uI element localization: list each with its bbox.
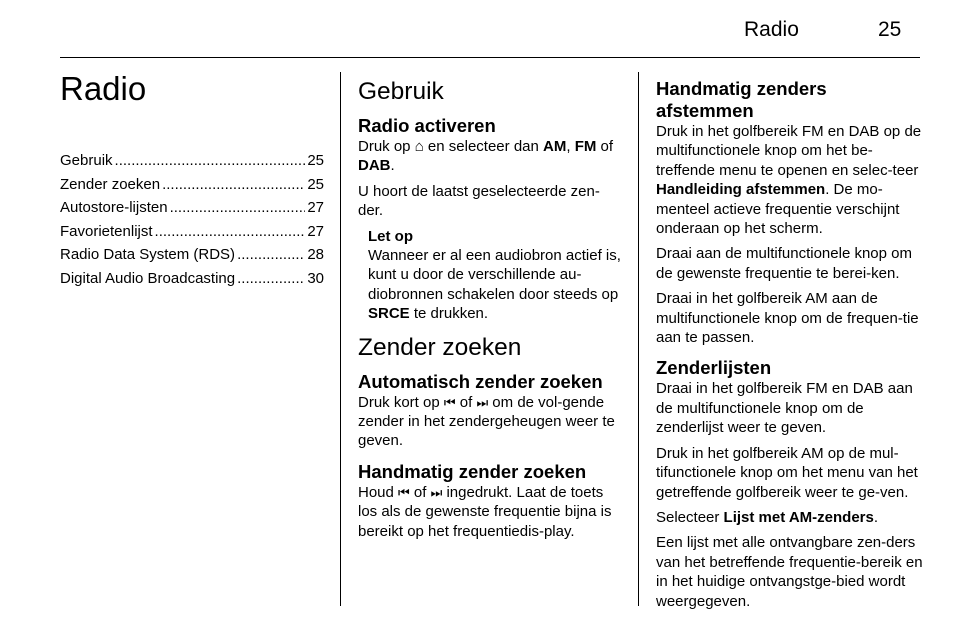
seek-back-icon: ⏮ xyxy=(398,484,410,500)
fm-label: FM xyxy=(574,138,597,155)
toc-entry[interactable] xyxy=(60,243,324,267)
section-heading-gebruik: Gebruik xyxy=(358,78,444,105)
paragraph: Draai in het golfbereik FM en DAB aan de multifunctionele knop om de zenderlijst weer te geven. xyxy=(656,380,913,437)
paragraph: Druk kort op ⏮ of ⏭ om de vol-gende zender in het zendergeheugen weer te geven. xyxy=(358,393,615,450)
toc-label: Radio Data System (RDS) xyxy=(60,246,236,263)
toc-entry[interactable] xyxy=(60,220,324,244)
paragraph: Draai in het golfbereik AM aan de multifunctionele knop om de frequen-tie aan te passen. xyxy=(656,290,919,347)
toc-page: 25 xyxy=(307,175,324,193)
toc-entry[interactable] xyxy=(60,267,324,291)
toc-entry[interactable] xyxy=(60,149,324,173)
table-of-contents xyxy=(60,149,324,290)
chapter-title: Radio xyxy=(60,70,147,107)
column-right xyxy=(656,78,924,617)
seek-forward-icon: ⏭ xyxy=(430,484,443,500)
toc-leader xyxy=(237,243,305,267)
paragraph: Druk op ⌂ en selecteer dan AM, FM of DAB. xyxy=(358,138,614,175)
paragraph: Draai aan de multifunctionele knop om de gewenste frequentie te berei-ken. xyxy=(656,245,912,282)
column-middle xyxy=(358,78,624,547)
paragraph: U hoort de laatst geselecteerde zen-der. xyxy=(358,182,600,220)
am-label: AM xyxy=(543,138,567,155)
handleiding-afstemmen-label: Handleiding afstemmen xyxy=(656,181,826,199)
toc-page: 25 xyxy=(307,152,324,169)
column-divider xyxy=(638,72,639,606)
toc-entry[interactable] xyxy=(60,196,324,220)
paragraph: Selecteer Lijst met AM-zenders. xyxy=(656,508,879,526)
column-divider xyxy=(340,72,341,606)
paragraph: Druk in het golfbereik FM en DAB op de multifunctionele knop om het be-treffende menu te openen en selec-teer Handleiding afstemmen. De mo-menteel actieve frequentie verschijnt onderaan op het scherm. xyxy=(656,123,922,238)
srce-label: SRCE xyxy=(368,305,410,323)
toc-page: 27 xyxy=(307,222,324,240)
toc-leader xyxy=(237,267,305,291)
lijst-am-zenders-label: Lijst met AM-zenders xyxy=(723,508,874,526)
paragraph: Een lijst met alle ontvangbare zen-ders van het betreffende frequentie-bereik en in het huidige ontvangstge-bied wordt weergegeven. xyxy=(656,534,923,610)
page-number: 25 xyxy=(878,18,902,41)
toc-leader xyxy=(155,220,306,244)
paragraph: Houd ⏮ of ⏭ ingedrukt. Laat de toets los als de gewenste frequentie bijna is bereikt op het frequentiedis-play. xyxy=(358,483,612,540)
toc-page: 28 xyxy=(307,246,324,263)
subheading-automatisch-zender-zoeken: Automatisch zender zoeken xyxy=(358,370,603,392)
running-header-title: Radio xyxy=(744,18,799,41)
dab-label: DAB xyxy=(358,157,391,175)
toc-leader xyxy=(170,196,306,220)
subheading-handmatig-zender-zoeken: Handmatig zender zoeken xyxy=(358,460,587,482)
note-label: Let op xyxy=(368,227,413,245)
section-heading-zender-zoeken: Zender zoeken xyxy=(358,333,522,361)
toc-entry[interactable] xyxy=(60,173,324,197)
toc-label: Digital Audio Broadcasting xyxy=(60,269,236,287)
paragraph: Druk in het golfbereik AM op de mul-tifunctionele knop om het menu van het getreffende golfbereik weer te ge-ven. xyxy=(656,444,918,501)
toc-leader xyxy=(162,173,305,197)
subheading-zenderlijsten: Zenderlijsten xyxy=(656,357,772,379)
seek-back-icon: ⏮ xyxy=(443,394,456,410)
note-box xyxy=(358,227,624,324)
subheading-handmatig-zenders-afstemmen: Handmatig zenders afstemmen xyxy=(656,78,827,121)
toc-label: Zender zoeken xyxy=(60,175,161,193)
toc-page: 27 xyxy=(307,199,324,216)
toc-label: Favorietenlijst xyxy=(60,222,153,240)
toc-page: 30 xyxy=(307,269,324,287)
toc-label: Autostore-lijsten xyxy=(60,199,168,216)
toc-leader xyxy=(115,149,306,173)
subheading-radio-activeren: Radio activeren xyxy=(358,115,496,136)
home-icon: ⌂ xyxy=(414,138,424,155)
note-text: Wanneer er al een audiobron actief is, kunt u door de verschillende au-diobronnen schakelen door steeds op SRCE te drukken. xyxy=(368,247,621,323)
header-rule xyxy=(60,57,920,58)
toc-label: Gebruik xyxy=(60,152,113,169)
seek-forward-icon: ⏭ xyxy=(476,394,489,410)
